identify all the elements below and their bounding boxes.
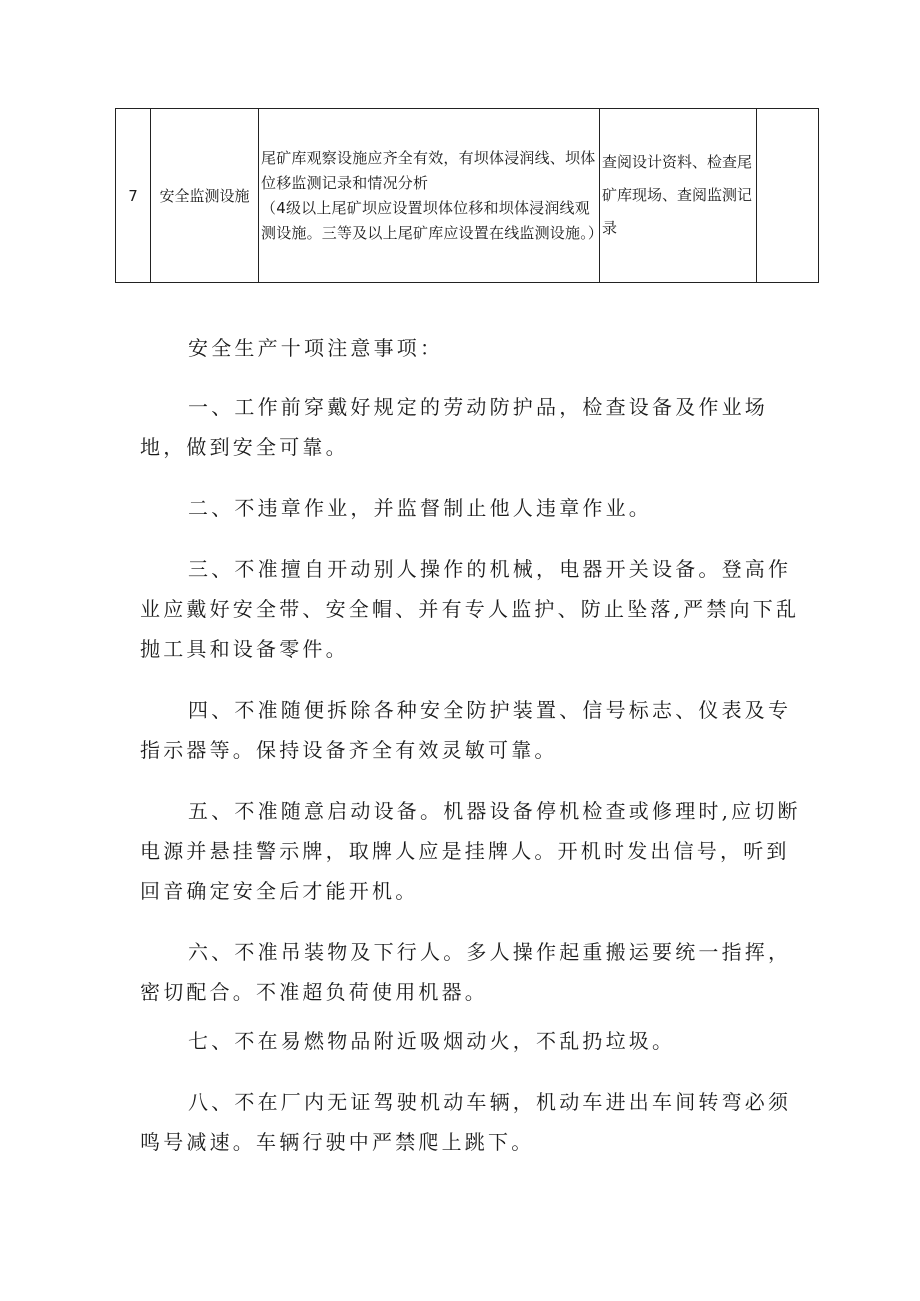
note-item-7: 七、不在易燃物品附近吸烟动火，不乱扔垃圾。 — [188, 1029, 676, 1053]
note-item-1: 一、工作前穿戴好规定的劳动防护品，检查设备及作业场地，做到安全可靠。 — [140, 395, 768, 459]
note-item-3: 三、不准擅自开动别人操作的机械，电器开关设备。登高作业应戴好安全带、安全帽、并有专人监护、防止坠落,严禁向下乱抛工具和设备零件。 — [140, 557, 800, 661]
notes-heading: 安全生产十项注意事项： — [188, 336, 444, 360]
note-item-4: 四、不准随便拆除各种安全防护装置、信号标志、仪表及专指示器等。保持设备齐全有效灵敏可靠。 — [140, 698, 792, 762]
content-main: 尾矿库观察设施应齐全有效，有坝体浸润线、坝体位移监测记录和情况分析 — [261, 148, 596, 192]
note-item-5: 五、不准随意启动设备。机器设备停机检查或修理时,应切断电源并悬挂警示牌，取牌人应是挂牌人。开机时发出信号，听到回音确定安全后才能开机。 — [140, 799, 801, 903]
note-item-2: 二、不违章作业，并监督制止他人违章作业。 — [188, 496, 652, 520]
inspection-content — [259, 109, 604, 283]
note-item-8: 八、不在厂内无证驾驶机动车辆，机动车进出车间转弯必须鸣号减速。车辆行驶中严禁爬上跳下。 — [140, 1090, 792, 1154]
safety-notes — [140, 330, 810, 1183]
inspection-result — [757, 109, 819, 283]
row-number: 7 — [116, 109, 151, 283]
inspection-table — [115, 108, 819, 283]
table-row — [116, 109, 819, 283]
inspection-item: 安全监测设施 — [151, 109, 259, 283]
content-note: （4级以上尾矿坝应设置坝体位移和坝体浸润线观测设施。三等及以上尾矿库应设置在线监测设施。） — [261, 198, 604, 242]
inspection-method: 查阅设计资料、检查尾矿库现场、查阅监测记录 — [600, 109, 757, 283]
note-item-6: 六、不准吊装物及下行人。多人操作起重搬运要统一指挥，密切配合。不准超负荷使用机器。 — [140, 940, 792, 1004]
